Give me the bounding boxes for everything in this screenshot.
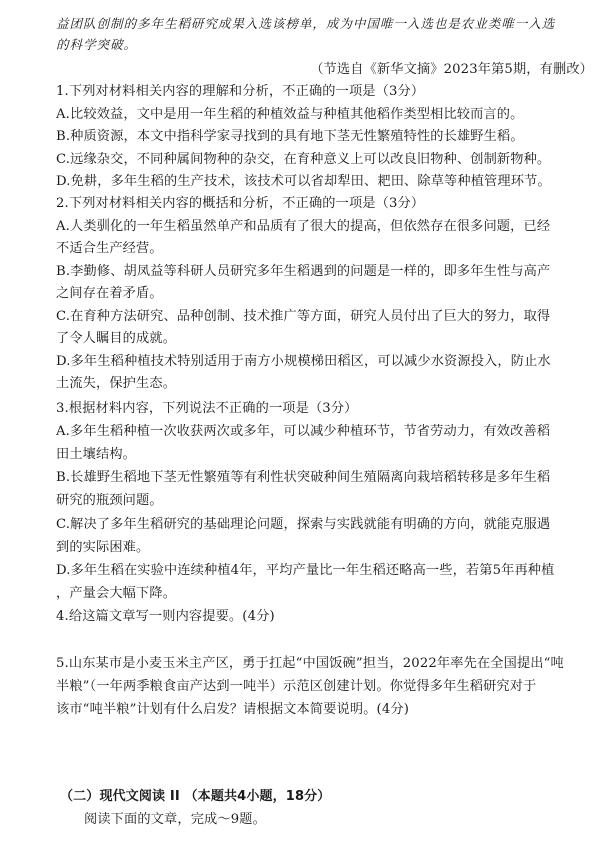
q2-option-c-line1: C.在育种方法研究、品种创制、技术推广等方面，研究人员付出了巨大的努力，取得 [56,309,551,324]
q3-option-d-line1: D.多年生稻在实验中连续种植4年，平均产量比一年生稻还略高一些，若第5年再种植 [56,563,555,578]
q3-option-b-line1: B.长雄野生稻地下茎无性繁殖等有利性状突破种间生殖隔离向栽培稻转移是多年生稻 [56,470,551,485]
q3-stem: 3.根据材料内容，下列说法不正确的一项是（3分） [56,401,358,416]
q2-stem: 2.下列对材料相关内容的概括和分析，不正确的一项是（3分） [56,196,425,211]
section-2-instruction: 阅读下面的文章，完成～9题。 [84,812,266,827]
q3-option-c-line2: 到的实际困难。 [56,540,150,555]
q1-option-a: A.比较效益，文中是用一年生稻的种植效益与种植其他稻作类型相比较而言的。 [56,107,524,122]
q2-option-d-line1: D.多年生稻种植技术特别适用于南方小规模梯田稻区，可以减少水资源投入，防止水 [56,354,551,369]
q2-option-b-line1: B.李勤修、胡凤益等科研人员研究多年生稻遇到的问题是一样的，即多年生性与高产 [56,264,551,279]
source-citation: （节选自《新华文摘》2023年第5期，有删改） [310,62,593,77]
q5-line-2: 半粮”（一年两季粮食亩产达到一吨半）示范区创建计划。你觉得多年生稻研究对于 [56,679,537,694]
q1-stem: 1.下列对材料相关内容的理解和分析，不正确的一项是（3分） [56,84,425,99]
q3-option-d-line2: ，产量会大幅下降。 [56,586,177,601]
q3-option-b-line2: 研究的瓶颈问题。 [56,493,163,508]
q3-option-a-line2: 田土壤结构。 [56,447,137,462]
intro-line-2: 的科学突破。 [56,37,137,52]
q2-option-b-line2: 之间存在着矛盾。 [56,286,163,301]
q3-option-c-line1: C.解决了多年生稻研究的基础理论问题，探索与实践就能有明确的方向，就能克服遇 [56,517,551,532]
section-2-heading: （二）现代文阅读 II （本题共4小题，18分） [60,789,331,804]
q2-option-a-line1: A.人类驯化的一年生稻虽然单产和品质有了很大的提高，但依然存在很多问题，已经 [56,219,551,234]
q2-option-d-line2: 土流失，保护生态。 [56,376,177,391]
q3-option-a-line1: A.多年生稻种植一次收获两次或多年，可以减少种植环节，节省劳动力，有效改善稻 [56,424,551,439]
q1-option-b: B.种质资源，本文中指科学家寻找到的具有地下茎无性繁殖特性的长雄野生稻。 [56,129,524,144]
q5-line-3: 该市“吨半粮”计划有什么启发？请根据文本简要说明。(4分) [56,702,410,717]
q5-line-1: 5.山东某市是小麦玉米主产区，勇于扛起“中国饭碗”担当，2022年率先在全国提出“吨 [56,656,564,671]
q1-option-d: D.免耕，多年生稻的生产技术，该技术可以省却犁田、耙田、除草等种植管理环节。 [56,174,551,189]
q2-option-c-line2: 了令人瞩目的成就。 [56,331,177,346]
intro-line-1: 益团队创制的多年生稻研究成果入选该榜单，成为中国唯一入选也是农业类唯一入选 [56,16,556,31]
q2-option-a-line2: 不适合生产经营。 [56,241,163,256]
q1-option-c: C.远缘杂交，不同种属间物种的杂交，在育种意义上可以改良旧物种、创制新物种。 [56,152,551,167]
q4-stem: 4.给这篇文章写一则内容提要。(4分) [56,609,275,624]
